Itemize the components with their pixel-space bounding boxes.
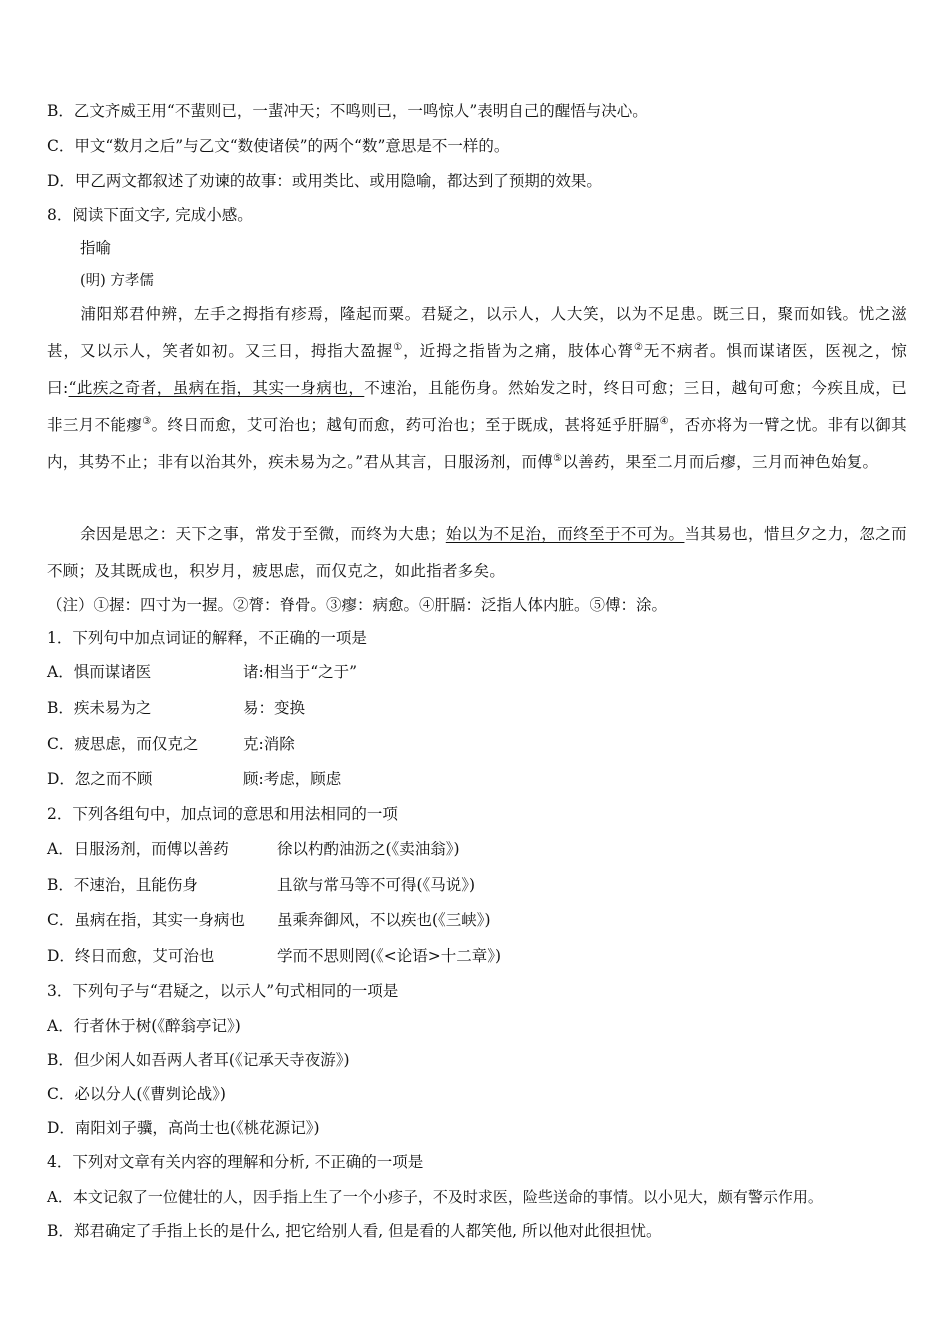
- q1-stem: 1．下列句中加点词证的解释，不正确的一项是: [47, 629, 367, 647]
- q3-option-c: C．必以分人(《曹刿论战》): [47, 1085, 226, 1103]
- footnote-mark: ②: [633, 341, 644, 353]
- passage-author: (明) 方孝儒: [80, 273, 154, 289]
- footnote-mark: ④: [659, 415, 669, 427]
- q2-stem: 2．下列各组句中，加点词的意思和用法相同的一项: [47, 805, 398, 823]
- q1-option-b: B．疾未易为之 易：变换: [47, 699, 306, 717]
- q3-option-b: B．但少闲人如吾两人者耳(《记承天寺夜游》): [47, 1051, 350, 1069]
- footnote-mark: ①: [393, 341, 404, 353]
- q4-stem: 4．下列对文章有关内容的理解和分析, 不正确的一项是: [47, 1153, 424, 1171]
- underlined-sentence: “此疾之奇者，虽病在指，其实一身病也，: [68, 379, 365, 397]
- q3-option-d: D．南阳刘子骥，高尚士也(《桃花源记》): [47, 1119, 320, 1137]
- footnote-mark: ⑤: [553, 452, 563, 464]
- footnote-mark: ③: [142, 415, 152, 427]
- q2-option-c: C．虽病在指，其实一身病也 虽乘奔御风，不以疾也(《三峡》): [47, 911, 491, 929]
- q7-option-d: D．甲乙两文都叙述了劝谏的故事：或用类比、或用隐喻，都达到了预期的效果。: [47, 172, 602, 190]
- q7-option-c: C．甲文“数月之后”与乙文“数使诸侯”的两个“数”意思是不一样的。: [47, 137, 510, 155]
- passage-paragraph-1: 浦阳郑君仲辨，左手之拇指有疹焉，隆起而粟。君疑之，以示人，人大笑，以为不足患。既三日，聚而如钱。忧之滋甚，又以示人，笑者如初。又三日，拇指大盈握①，近拇之指皆为之痛，肢体心膂②无不病者。惧而谋诸医，医视之，惊曰:“此疾之奇者，虽病在指，其实一身病也，不速治，且能伤身。然始发之时，终日可愈；三日，越旬可愈；今疾且成，已非三月不能瘳③。终日而愈，艾可治也；越旬而愈，药可治也；至于既成，甚将延乎肝膈④，否亦将为一臂之忧。非有以御其内，其势不止；非有以治其外，疾未易为之。”君从其言，日服汤剂，而傅⑤以善药，果至二月而后瘳，三月而神色始复。: [47, 305, 907, 471]
- q2-option-d: D．终日而愈，艾可治也 学而不思则罔(《<论语>十二章》): [47, 947, 502, 965]
- q8-intro: 8．阅读下面文字, 完成小感。: [47, 206, 253, 224]
- q2-option-b: B．不速治，且能伤身 且欲与常马等不可得(《马说》): [47, 876, 476, 894]
- q3-stem: 3．下列句子与“君疑之，以示人”句式相同的一项是: [47, 982, 399, 1000]
- q2-option-a: A．日服汤剂，而傅以善药 徐以杓酌油沥之(《卖油翁》): [47, 840, 460, 858]
- passage-paragraph-2: 余因是思之：天下之事，常发于至微，而终为大患；始以为不足治，而终至于不可为。当其易也，惜旦夕之力，忽之而不顾；及其既成也，积岁月，疲思虑，而仅克之，如此指者多矣。: [47, 525, 907, 580]
- q1-option-d: D．忽之而不顾 顾:考虑，顾虑: [47, 770, 342, 788]
- q4-option-b: B．郑君确定了手指上长的是什么, 把它给别人看, 但是看的人都笑他, 所以他对此很担忧。: [47, 1222, 662, 1240]
- q1-option-c: C．疲思虑，而仅克之 克:消除: [47, 735, 295, 753]
- q4-option-a: A．本文记叙了一位健壮的人，因手指上生了一个小疹子，不及时求医，险些送命的事情。以小见大，颇有警示作用。: [47, 1188, 823, 1206]
- footnotes: （注）①握：四寸为一握。②膂：脊骨。③瘳：病愈。④肝膈：泛指人体内脏。⑤傅：涂。: [47, 596, 668, 614]
- underlined-sentence: 始以为不足治，而终至于不可为。: [445, 525, 685, 543]
- q3-option-a: A．行者休于树(《醉翁亭记》): [47, 1017, 241, 1035]
- q7-option-b: B．乙文齐威王用“不蜚则已，一蜚冲天；不鸣则已，一鸣惊人”表明自己的醒悟与决心。: [47, 102, 648, 120]
- passage-title: 指喻: [80, 239, 112, 257]
- q1-option-a: A．惧而谋诸医 诸:相当于“之于”: [47, 663, 358, 681]
